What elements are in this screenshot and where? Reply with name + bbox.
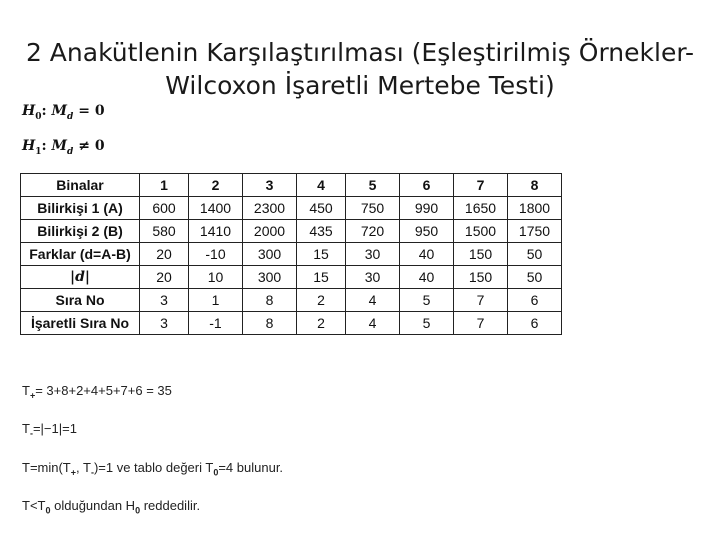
- row-label: Sıra No: [21, 289, 140, 312]
- table-cell: 990: [400, 197, 454, 220]
- table-cell: 1: [189, 289, 243, 312]
- table-cell: 40: [400, 266, 454, 289]
- table-cell: 1500: [454, 220, 508, 243]
- table-cell: 750: [346, 197, 400, 220]
- title-line-1: 2 Anakütlenin Karşılaştırılması (Eşleştirilmiş Örnekler-: [25, 38, 695, 67]
- table-cell: 2: [297, 312, 346, 335]
- table-cell: 30: [346, 243, 400, 266]
- table-cell: 600: [140, 197, 189, 220]
- table-cell: 40: [400, 243, 454, 266]
- table-cell: 50: [508, 243, 562, 266]
- table-cell: 450: [297, 197, 346, 220]
- table-cell: 4: [346, 312, 400, 335]
- table-cell: 3: [243, 174, 297, 197]
- table-cell: 1: [140, 174, 189, 197]
- table-cell: 2: [189, 174, 243, 197]
- table-row: [21, 243, 562, 266]
- t-minus-line: $T_-=|-1|=1$: [22, 421, 77, 439]
- table-cell: 300: [243, 243, 297, 266]
- row-label: |d|: [21, 266, 140, 289]
- table-cell: 50: [508, 266, 562, 289]
- table-cell: 8: [508, 174, 562, 197]
- table-cell: 6: [508, 312, 562, 335]
- table-cell: 150: [454, 243, 508, 266]
- table-row: [21, 174, 562, 197]
- t-min-line: $T=\min(T_+$, $T_-)=1$ ve tablo değeri $T_0=4$ bulunur.: [22, 460, 284, 478]
- null-hypothesis: $H_0$: $M_d = 0$: [22, 103, 105, 122]
- table-cell: 20: [140, 266, 189, 289]
- table-cell: 1750: [508, 220, 562, 243]
- table-cell: 4: [297, 174, 346, 197]
- table-cell: 580: [140, 220, 189, 243]
- table-cell: 150: [454, 266, 508, 289]
- row-label: Farklar (d=A-B): [21, 243, 140, 266]
- table-cell: 5: [400, 289, 454, 312]
- table-cell: 8: [243, 312, 297, 335]
- table-cell: 6: [400, 174, 454, 197]
- table-row: [21, 266, 562, 289]
- table-cell: 1800: [508, 197, 562, 220]
- table-cell: 15: [297, 243, 346, 266]
- row-label: Bilirkişi 2 (B): [21, 220, 140, 243]
- table-cell: 1410: [189, 220, 243, 243]
- table-cell: -1: [189, 312, 243, 335]
- conclusion-line: $T<T_0$ olduğundan $H_0$ reddedilir.: [22, 498, 201, 516]
- table-row: [21, 220, 562, 243]
- table-cell: 5: [400, 312, 454, 335]
- table-cell: 300: [243, 266, 297, 289]
- table-row: [21, 312, 562, 335]
- table-cell: 6: [508, 289, 562, 312]
- row-label: Bilirkişi 1 (A): [21, 197, 140, 220]
- alternative-hypothesis: $H_1$: $M_d \ne 0$: [22, 138, 105, 157]
- table-cell: 720: [346, 220, 400, 243]
- table-cell: 10: [189, 266, 243, 289]
- table-cell: 3: [140, 312, 189, 335]
- table-cell: 5: [346, 174, 400, 197]
- table-row: [21, 289, 562, 312]
- table-cell: 1400: [189, 197, 243, 220]
- table-cell: -10: [189, 243, 243, 266]
- table-cell: 2300: [243, 197, 297, 220]
- table-cell: 7: [454, 312, 508, 335]
- table-row: [21, 197, 562, 220]
- row-label: İşaretli Sıra No: [21, 312, 140, 335]
- table-cell: 7: [454, 174, 508, 197]
- table-cell: 7: [454, 289, 508, 312]
- title-line-2: Wilcoxon İşaretli Mertebe Testi): [165, 71, 555, 100]
- row-label: Binalar: [21, 174, 140, 197]
- table-cell: 4: [346, 289, 400, 312]
- table-cell: 30: [346, 266, 400, 289]
- table-cell: 15: [297, 266, 346, 289]
- page-title: [20, 36, 700, 102]
- table-cell: 1650: [454, 197, 508, 220]
- table-cell: 950: [400, 220, 454, 243]
- table-cell: 8: [243, 289, 297, 312]
- table-cell: 435: [297, 220, 346, 243]
- table-cell: 2000: [243, 220, 297, 243]
- data-table: [20, 173, 562, 335]
- t-plus-line: $T_+= 3+8+2+4+5+7+6 = 35$: [22, 383, 172, 401]
- table-cell: 3: [140, 289, 189, 312]
- table-cell: 20: [140, 243, 189, 266]
- table-cell: 2: [297, 289, 346, 312]
